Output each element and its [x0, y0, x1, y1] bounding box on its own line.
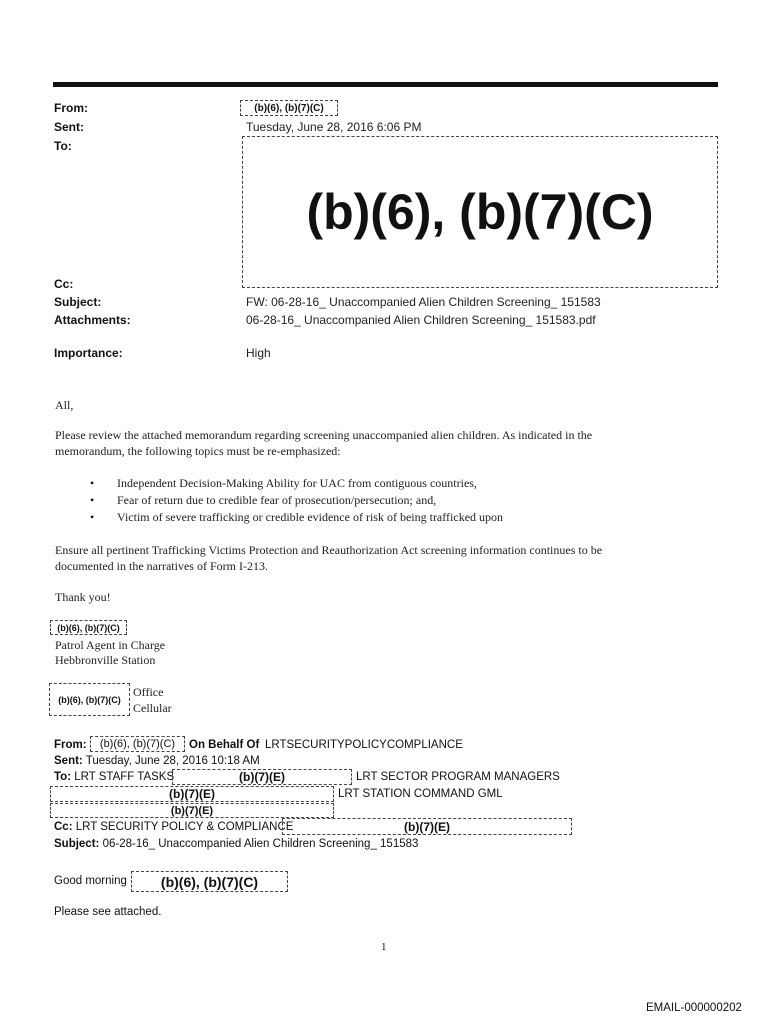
bullet-item: Fear of return due to credible fear of prosecution/persecution; and,: [117, 493, 437, 507]
fw-cc-value: LRT SECURITY POLICY & COMPLIANCE: [75, 821, 294, 833]
fw-sent-value: Tuesday, June 28, 2016 10:18 AM: [85, 755, 260, 767]
bullet-item: Victim of severe trafficking or credible evidence of risk of being trafficked upon: [117, 510, 504, 524]
sent-value: Tuesday, June 28, 2016 6:06 PM: [246, 120, 422, 134]
thanks: Thank you!: [55, 590, 111, 604]
fw-on-behalf-label: On Behalf Of: [189, 739, 260, 751]
fw-from-redaction: (b)(6), (b)(7)(C): [90, 736, 185, 752]
phone-cellular: Cellular: [133, 701, 172, 715]
greeting: All,: [55, 398, 74, 412]
page-number: 1: [381, 941, 387, 953]
bullet-item: Independent Decision-Making Ability for UAC from contiguous countries,: [117, 476, 477, 490]
para1-line1: Please review the attached memorandum regarding screening unaccompanied alien children. As indicated in the: [55, 428, 593, 442]
fw-subject-label: Subject:: [54, 838, 100, 850]
cc-label: Cc:: [54, 277, 74, 291]
fw-from-value: LRTSECURITYPOLICYCOMPLIANCE: [265, 739, 463, 751]
fw-to-redaction2: (b)(7)(E): [50, 786, 334, 802]
bullet-icon: •: [90, 510, 95, 524]
subject-label: Subject:: [54, 295, 102, 309]
importance-value: High: [246, 346, 271, 360]
fw-to-redaction1: (b)(7)(E): [172, 769, 352, 785]
para2-line1: Ensure all pertinent Trafficking Victims Protection and Reauthorization Act screening information continues to be: [55, 543, 603, 557]
fw-sent-label: Sent:: [54, 755, 83, 767]
fw-see-attached: Please see attached.: [54, 906, 162, 918]
fw-greeting-redaction: (b)(6), (b)(7)(C): [131, 871, 288, 892]
importance-label: Importance:: [54, 346, 123, 360]
bullet-icon: •: [90, 476, 95, 490]
fw-cc-label: Cc:: [54, 821, 73, 833]
header-rule: [53, 82, 718, 87]
fw-to-redaction3: (b)(7)(E): [50, 803, 334, 818]
fw-to-value2: LRT SECTOR PROGRAM MANAGERS: [356, 771, 560, 783]
subject-value: FW: 06-28-16_ Unaccompanied Alien Children Screening_ 151583: [246, 295, 601, 309]
fw-subject-value: 06-28-16_ Unaccompanied Alien Children Screening_ 151583: [102, 838, 419, 850]
fw-cc-redaction: (b)(7)(E): [282, 818, 572, 835]
signature-station: Hebbronville Station: [55, 653, 156, 667]
para1-line2: memorandum, the following topics must be re-emphasized:: [55, 444, 341, 458]
fw-greeting: Good morning: [54, 875, 127, 887]
fw-to-label: To:: [54, 771, 72, 783]
from-redaction: (b)(6), (b)(7)(C): [240, 100, 338, 116]
sent-label: Sent:: [54, 120, 84, 134]
bullet-icon: •: [90, 493, 95, 507]
fw-to-value1: LRT STAFF TASKS: [74, 771, 175, 783]
fw-to-value3: LRT STATION COMMAND GML: [338, 788, 503, 800]
signature-title: Patrol Agent in Charge: [55, 638, 166, 652]
to-label: To:: [54, 139, 72, 153]
bates-number: EMAIL-000000202: [646, 1002, 742, 1014]
signature-redaction: (b)(6), (b)(7)(C): [50, 620, 127, 635]
fw-from-label: From:: [54, 739, 87, 751]
phone-office: Office: [133, 685, 164, 699]
to-redaction: (b)(6), (b)(7)(C): [242, 136, 718, 288]
attachment-link[interactable]: 06-28-16_ Unaccompanied Alien Children Screening_ 151583.pdf: [246, 313, 596, 327]
para2-line2: documented in the narratives of Form I-213.: [55, 559, 268, 573]
from-label: From:: [54, 101, 88, 115]
attachments-label: Attachments:: [54, 313, 131, 327]
phone-redaction: (b)(6), (b)(7)(C): [49, 683, 130, 716]
